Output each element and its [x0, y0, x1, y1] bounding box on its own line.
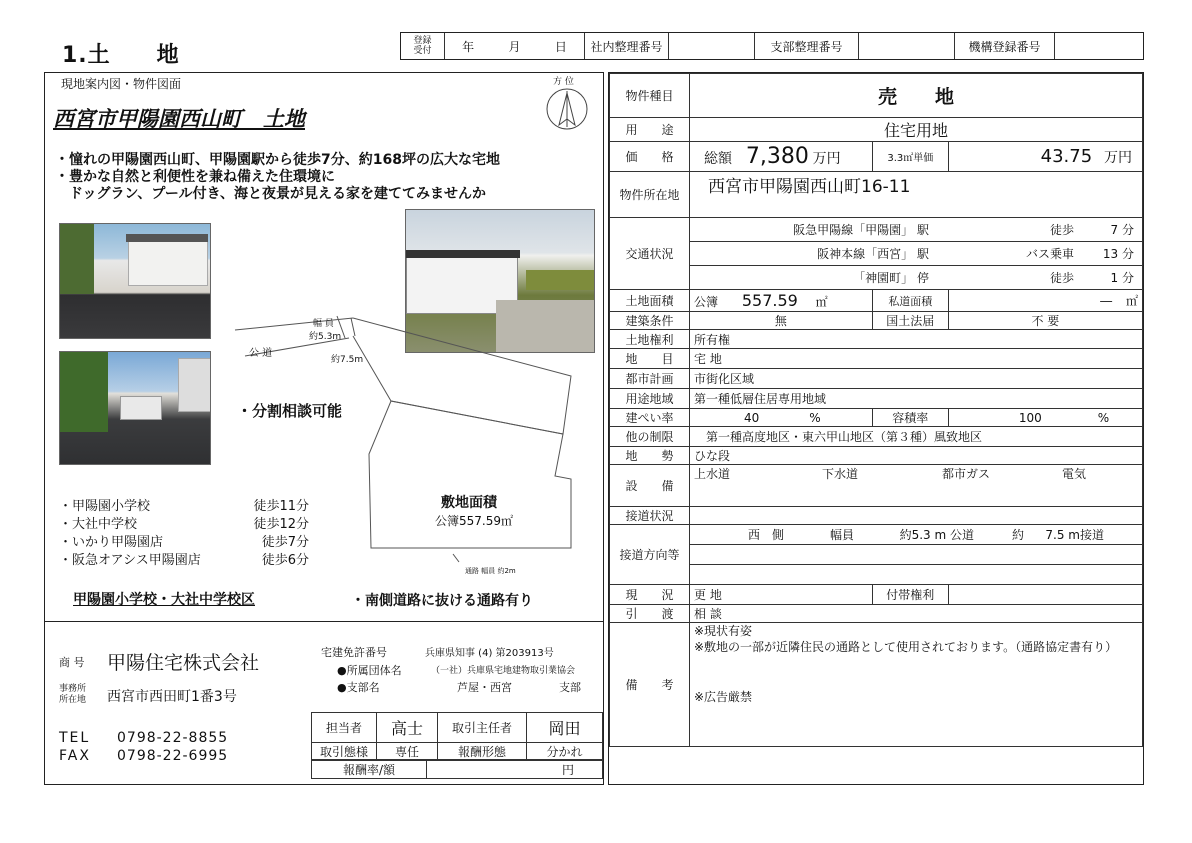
road-label: 公 道 — [249, 348, 273, 359]
branch-no-label: 支部整理番号 — [755, 33, 859, 59]
width-value-2: 約7.5m — [331, 355, 364, 365]
tel-number: 0798-22-8855 — [117, 730, 229, 746]
internal-no-value — [669, 33, 755, 59]
property-type: 売 地 — [690, 74, 1143, 118]
highlights: ・憧れの甲陽園西山町、甲陽園駅から徒歩7分、約168坪の広大な宅地 ・豊かな自然と利便性を兼ね備えた住環境に ドッグラン、プール付き、海と夜景が見える家を建ててみませんか — [55, 152, 500, 202]
facility-item: ・阪急オアシス甲陽園店 徒歩6分 — [59, 553, 309, 568]
south-road-note: ・南側道路に抜ける通路有り — [351, 593, 533, 609]
remarks: ※現状有姿 ※敷地の一部が近隣住民の通路として使用されております。（通路協定書有り） ※広告厳禁 — [690, 623, 1143, 747]
person-name: 高士 — [377, 713, 438, 743]
property-address: 西宮市甲陽園西山町16-11 — [690, 172, 1143, 218]
fee-form: 分かれ — [527, 743, 603, 761]
land-area: 公簿 557.59 ㎡ — [690, 290, 873, 312]
school-district: 甲陽園小学校・大社中学校区 — [73, 592, 255, 608]
national-land-law: 不 要 — [948, 312, 1142, 330]
traffic-row: 阪急甲陽線「甲陽園」 駅 徒歩 7 分 — [690, 218, 1143, 242]
office-address: 西宮市西田町1番3号 — [107, 689, 237, 705]
split-note: ・分割相談可能 — [237, 402, 343, 420]
other-restrictions: 第一種高度地区・東六甲山地区（第３種）風致地区 — [690, 427, 1143, 447]
property-use: 住宅用地 — [690, 118, 1143, 142]
fax-number: 0798-22-6995 — [117, 748, 229, 764]
land-right: 所有権 — [690, 330, 1143, 349]
width-label: 幅 員 — [313, 319, 334, 329]
access-status — [690, 507, 1143, 525]
page-title: 1.土 地 — [62, 43, 180, 68]
branch-no-value — [859, 33, 955, 59]
internal-no-label: 社内整理番号 — [585, 33, 669, 59]
registration-label: 登録 受付 — [401, 33, 445, 59]
site-area-value: 公簿557.59㎡ — [435, 514, 513, 528]
registration-date: 年 月 日 — [445, 33, 585, 59]
site-area-label: 敷地面積 — [441, 495, 497, 511]
company-name: 甲陽住宅株式会社 — [107, 652, 260, 674]
private-road-area: ― ㎡ — [948, 290, 1142, 312]
city-plan: 市街化区域 — [690, 369, 1143, 389]
map-panel — [44, 72, 604, 785]
branch-name: 芦屋・西宮 — [457, 681, 512, 694]
nearby-facilities — [59, 498, 309, 570]
org-no-value — [1055, 33, 1143, 59]
utilities: 上水道 下水道 都市ガス 電気 — [690, 465, 1143, 507]
delivery: 相 談 — [690, 605, 1143, 623]
price: 総額 7,380 万円 — [690, 142, 873, 172]
compass: 方 位 — [539, 73, 595, 143]
compass-icon — [545, 87, 589, 131]
chief-name: 岡田 — [527, 713, 603, 743]
map-label: 現地案内図・物件図面 — [61, 77, 182, 91]
org-no-label: 機構登録番号 — [955, 33, 1055, 59]
facility-item: ・甲陽園小学校 徒歩11分 — [59, 499, 309, 514]
current-status: 更 地 — [690, 585, 873, 605]
building-condition: 無 — [690, 312, 873, 330]
deal-type: 専任 — [377, 743, 438, 761]
association: （一社）兵庫県宅地建物取引業協会 — [431, 666, 576, 676]
license-no: 兵庫県知事 (4) 第203913号 — [425, 648, 554, 659]
property-title: 西宮市甲陽園西山町 土地 — [53, 106, 305, 131]
spec-table: 物件種目 売 地 用 途 住宅用地 価 格 総額 7,380 万円 3.3㎡単価 43.75 万円 物件所在地 西宮市甲陽園西山町16-11 交通状況 阪急甲陽線「甲陽園」 駅 徒歩 7 分 阪神本線「西宮」 駅 バス乗車 13 分 「神園町」 停 徒歩 1 分 土地面積 公簿 557.59 ㎡ 私道面積 ― ㎡ 建築条件 無 国土法届 不 要 土地権利 所有権 地 目 宅 地 都市計画 市街化区域 用途地域 第一種低層住居専用地域 建ぺい率 40 % 容積率 100 % 他の制限 第一種高度地区・東六甲山地区（第３種）風致地区 地 勢 ひな段 設 備 上水道 下水道 都市ガス 電気 接道状況 接道方向等 西 側 幅員 約5.3 m 公道 約 7.5 m接道 現 況 更 地 付帯権利 引 渡 相 談 備 考 ※現状有姿 ※敷地の一部が近隣住民の通路として使用されております。（通路協定書有り） ※広告厳禁 — [609, 73, 1143, 747]
fee-table: 報酬率/額 円 — [311, 759, 603, 779]
floor-area-ratio: 100 % — [948, 409, 1142, 427]
zoning: 第一種低層住居専用地域 — [690, 389, 1143, 409]
facility-item: ・いかり甲陽園店 徒歩7分 — [59, 535, 309, 550]
width-value: 約5.3m — [309, 332, 342, 342]
access-direction: 西 側 幅員 約5.3 m 公道 約 7.5 m接道 — [690, 525, 1143, 545]
land-category: 宅 地 — [690, 349, 1143, 369]
terrain: ひな段 — [690, 447, 1143, 465]
photo-street-house — [59, 223, 211, 339]
spec-panel — [608, 72, 1144, 785]
photo-driveway — [59, 351, 211, 465]
agent-table: 担当者 高士 取引主任者 岡田 — [311, 712, 603, 743]
building-coverage: 40 % — [690, 409, 873, 427]
registry-header — [400, 32, 1144, 60]
traffic-row: 阪神本線「西宮」 駅 バス乗車 13 分 — [690, 242, 1143, 266]
traffic-row: 「神園町」 停 徒歩 1 分 — [690, 266, 1143, 290]
unit-price: 43.75 万円 — [948, 142, 1142, 172]
office-label: 事務所 所在地 — [59, 684, 87, 705]
agent-info: 商 号 甲陽住宅株式会社 事務所 所在地 西宮市西田町1番3号 TEL 0798-22-8855 FAX 0798-22-6995 宅建免許番号 兵庫県知事 (4) 第203913号 ●所属団体名 （一社）兵庫県宅地建物取引業協会 ●支部名 芦屋・西宮 支部 担当者 高士 取引主任者 岡田 取引態様 専任 報酬形態 分かれ 報酬率/額 円 — [45, 621, 603, 787]
deal-table: 取引態様 専任 報酬形態 分かれ — [311, 742, 603, 761]
facility-item: ・大社中学校 徒歩12分 — [59, 517, 309, 532]
passage-note: 通路 幅員 約2m — [465, 567, 516, 575]
